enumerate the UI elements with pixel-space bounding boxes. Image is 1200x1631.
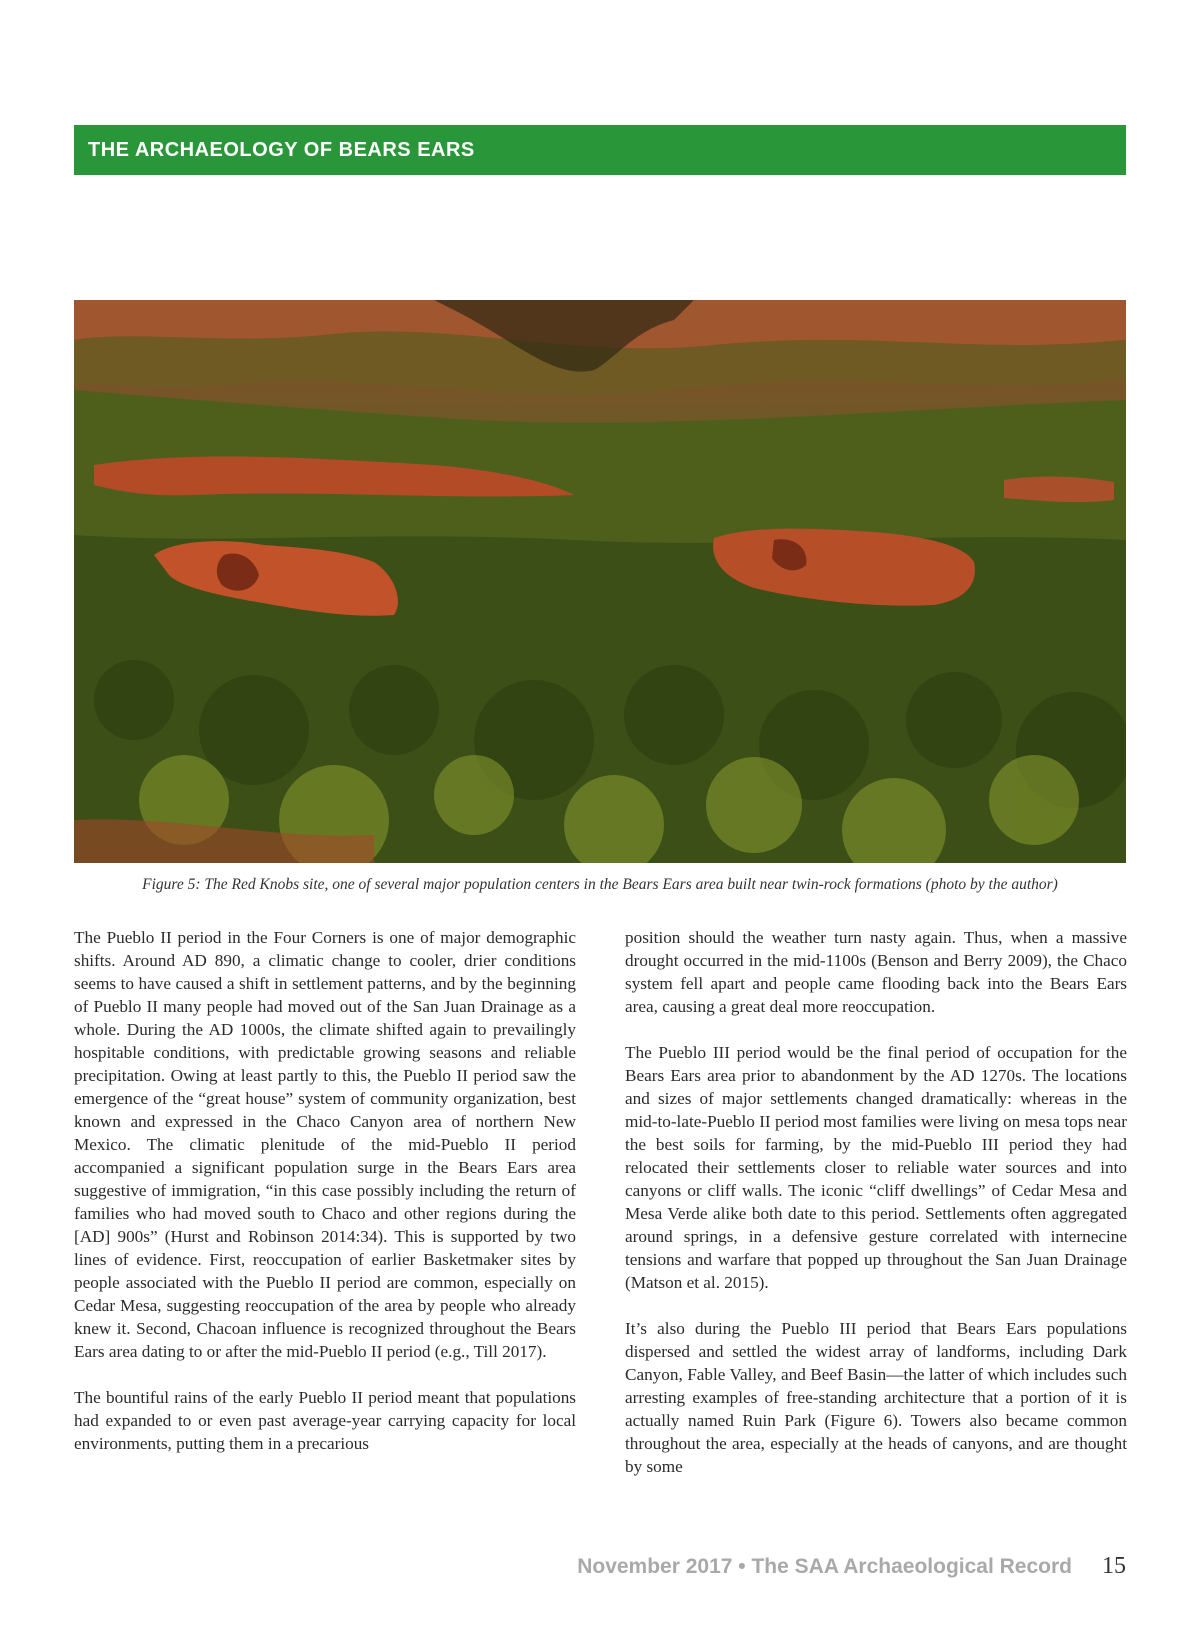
left-text-column [74, 926, 576, 1478]
paragraph: The Pueblo III period would be the final period of occupation for the Bears Ears area prior to abandonment by the AD 1270s. The locations and sizes of major settlements changed dramatically: whereas in the mid-to-late-Pueblo II period most families were living on mesa tops near the best soils for farming, by the mid-Pueblo III period they had relocated their settlements closer to reliable water sources and into canyons or cliff walls. The iconic “cliff dwellings” of Cedar Mesa and Mesa Verde alike both date to this period. Settlements often aggregated around springs, in a defensive gesture correlated with internecine tensions and warfare that popped up throughout the San Juan Drainage (Matson et al. 2015). [625, 1043, 1127, 1292]
landscape-photo [74, 300, 1126, 863]
paragraph: The Pueblo II period in the Four Corners is one of major demographic shifts. Around AD 890, a climatic change to cooler, drier conditions seems to have caused a shift in settlement patterns, and by the beginning of Pueblo II many people had moved out of the San Juan Drainage as a whole. During the AD 1000s, the climate shifted again to prevailingly hospitable conditions, with predictable growing seasons and reliable precipitation. Owing at least partly to this, the Pueblo II period saw the emergence of the “great house” system of community organization, best known and expressed in the Chaco Canyon area of northern New Mexico. The climatic plenitude of the mid-Pueblo II period accompanied a significant population surge in the Bears Ears area suggestive of immigration, “in this case possibly including the return of families who had moved south to Chaco and other regions during the [AD] 900s” (Hurst and Robinson 2014:34). This is supported by two lines of evidence. First, reoccupation of earlier Basketmaker sites by people associated with the Pueblo II period are common, especially on Cedar Mesa, suggesting reoccupation of the area by people who already knew it. Second, Chacoan influence is recognized throughout the Bears Ears area dating to or after the mid-Pueblo II period (e.g., Till 2017). [74, 928, 576, 1361]
page-number: 15 [1102, 1553, 1126, 1579]
red-knobs-photo-illustration [74, 300, 1126, 863]
paragraph: It’s also during the Pueblo III period that Bears Ears populations dispersed and settled the widest array of landforms, including Dark Canyon, Fable Valley, and Beef Basin—the latter of which includes such arresting examples of free-standing architecture that a portion of it is actually named Ruin Park (Figure 6). Towers also became common throughout the area, especially at the heads of canyons, and are thought by some [625, 1319, 1127, 1476]
section-title: THE ARCHAEOLOGY OF BEARS EARS [88, 138, 475, 161]
journal-issue: November 2017 • The SAA Archaeological Record [577, 1555, 1072, 1578]
right-text-column [625, 926, 1127, 1501]
section-header-bar [74, 125, 1126, 175]
figure-caption: Figure 5: The Red Knobs site, one of several major population centers in the Bears Ears area built near twin-rock formations (photo by the author) [142, 876, 1058, 893]
paragraph: The bountiful rains of the early Pueblo II period meant that populations had expanded to or even past average-year carrying capacity for local environments, putting them in a precarious [74, 1388, 576, 1453]
paragraph: position should the weather turn nasty again. Thus, when a massive drought occurred in the mid-1100s (Benson and Berry 2009), the Chaco system fell apart and people came flooding back into the Bears Ears area, causing a great deal more reoccupation. [625, 928, 1127, 1016]
page-footer [577, 1553, 1126, 1580]
